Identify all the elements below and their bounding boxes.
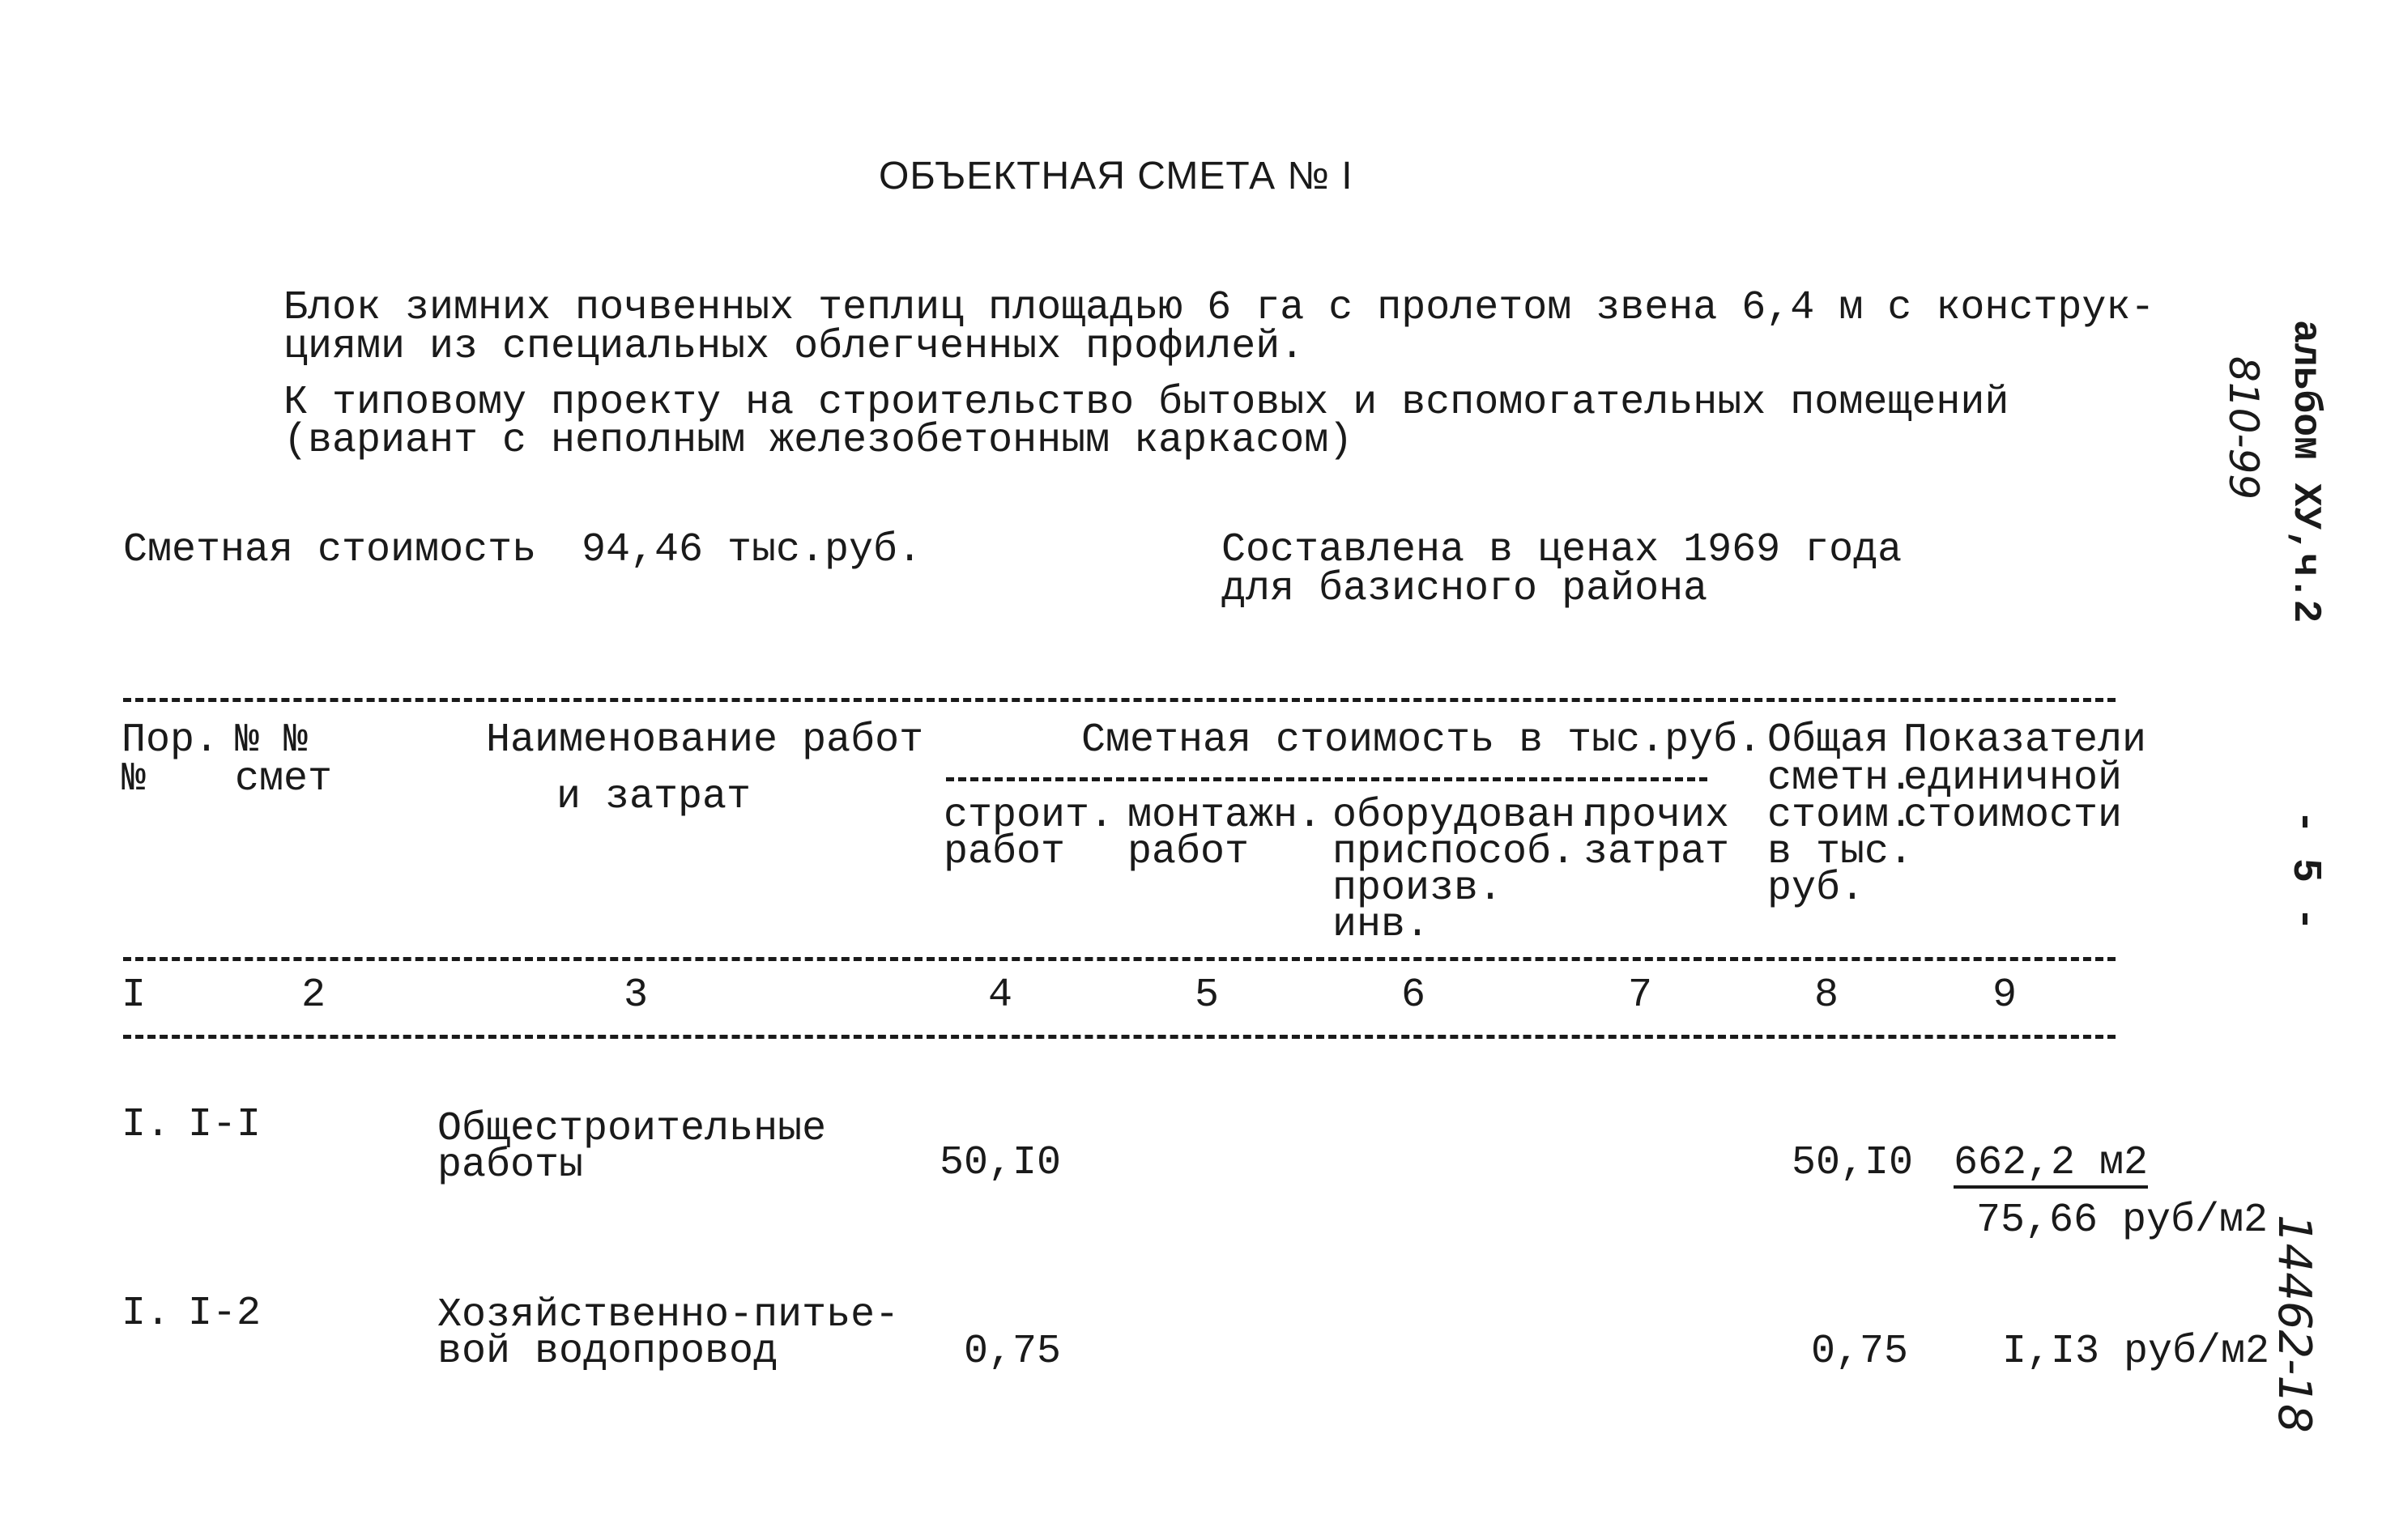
margin-handwritten-number: 14462-18	[2268, 1215, 2320, 1433]
header-col6-line3: произв.	[1332, 866, 1503, 912]
table-top-rule	[123, 698, 2116, 702]
header-col4-line1: строит.	[944, 793, 1114, 839]
header-col4-line2: работ	[944, 829, 1066, 875]
header-col8-line5: руб.	[1767, 866, 1865, 912]
column-number-6: 6	[1401, 972, 1426, 1019]
column-number-1: I	[121, 972, 147, 1019]
header-group: Сметная стоимость в тыс.руб.	[1081, 717, 1762, 764]
header-col6-line4: инв.	[1332, 902, 1430, 948]
column-numbers-rule	[123, 1035, 2116, 1039]
row2-name-line2: вой водопровод	[437, 1329, 778, 1375]
row1-total: 50,I0	[1792, 1140, 1914, 1186]
header-col2-line1: № №	[235, 717, 309, 764]
document-title: ОБЪЕКТНАЯ СМЕТА № I	[879, 155, 1353, 198]
header-col7-line1: прочих	[1583, 793, 1730, 839]
row2-smeta: I-2	[188, 1291, 262, 1337]
margin-page-number: - 5 -	[2282, 810, 2328, 932]
cost-value: 94,46 тыс.руб.	[582, 527, 923, 573]
row1-build: 50,I0	[940, 1140, 1062, 1186]
cost-label: Сметная стоимость	[123, 527, 537, 573]
header-col9-line2: единичной	[1903, 755, 2123, 802]
header-col9-line1: Показатели	[1903, 717, 2147, 764]
header-col8-line2: сметн.	[1767, 755, 1914, 802]
header-col6-line1: оборудован.	[1332, 793, 1600, 839]
header-col9-line3: стоимости	[1903, 793, 2123, 839]
header-col2-line2: смет	[235, 756, 333, 802]
description-line-3: К типовому проекту на строительство бытовых и вспомогательных помещений	[283, 380, 2009, 426]
row2-indicator-line1: I,I3 руб/м2	[2002, 1329, 2270, 1375]
header-col1-line1: Пор.	[121, 717, 219, 764]
header-col1-line2: №	[121, 756, 147, 802]
description-line-1: Блок зимних почвенных теплиц площадью 6 га с пролетом звена 6,4 м с конструк-	[283, 285, 2155, 331]
row1-num: I.	[121, 1102, 171, 1148]
header-col8-line4: в тыс.	[1767, 829, 1914, 875]
row2-build: 0,75	[964, 1329, 1062, 1375]
group-rule	[946, 777, 1707, 781]
description-line-2: циями из специальных облегченных профилей.	[283, 324, 1305, 370]
column-number-9: 9	[1992, 972, 2018, 1019]
header-col7-line2: затрат	[1583, 829, 1730, 875]
row1-name-line2: работы	[437, 1142, 584, 1189]
description-line-4: (вариант с неполным железобетонным каркасом)	[283, 418, 1353, 464]
column-number-7: 7	[1628, 972, 1653, 1019]
margin-project-code: 810-99	[2220, 356, 2267, 500]
column-number-2: 2	[301, 972, 326, 1019]
column-number-8: 8	[1814, 972, 1839, 1019]
header-col8-line3: стоим.	[1767, 793, 1914, 839]
column-number-3: 3	[624, 972, 649, 1019]
row2-total: 0,75	[1811, 1329, 1909, 1375]
row1-indicator-line2: 75,66 руб/м2	[1976, 1198, 2269, 1244]
row2-num: I.	[121, 1291, 171, 1337]
prices-line-2: для базисного района	[1221, 566, 1708, 612]
header-bottom-rule	[123, 957, 2116, 961]
row1-smeta: I-I	[188, 1102, 262, 1148]
column-number-4: 4	[988, 972, 1013, 1019]
row1-indicator-line1: 662,2 м2	[1954, 1143, 2148, 1189]
header-col5-line1: монтажн.	[1127, 793, 1323, 839]
prices-line-1: Составлена в ценах 1969 года	[1221, 527, 1903, 573]
row1-name-line1: Общестроительные	[437, 1106, 827, 1152]
column-number-5: 5	[1195, 972, 1220, 1019]
row2-name-line1: Хозяйственно-питье-	[437, 1292, 900, 1338]
header-col5-line2: работ	[1127, 829, 1250, 875]
margin-album-label: альбом ХУ,ч.2	[2283, 320, 2327, 623]
header-col6-line2: приспособ.	[1332, 829, 1576, 875]
header-col3-line2: и затрат	[556, 774, 752, 820]
header-col3-line1: Наименование работ	[486, 717, 924, 764]
header-col8-line1: Общая	[1767, 717, 1890, 764]
